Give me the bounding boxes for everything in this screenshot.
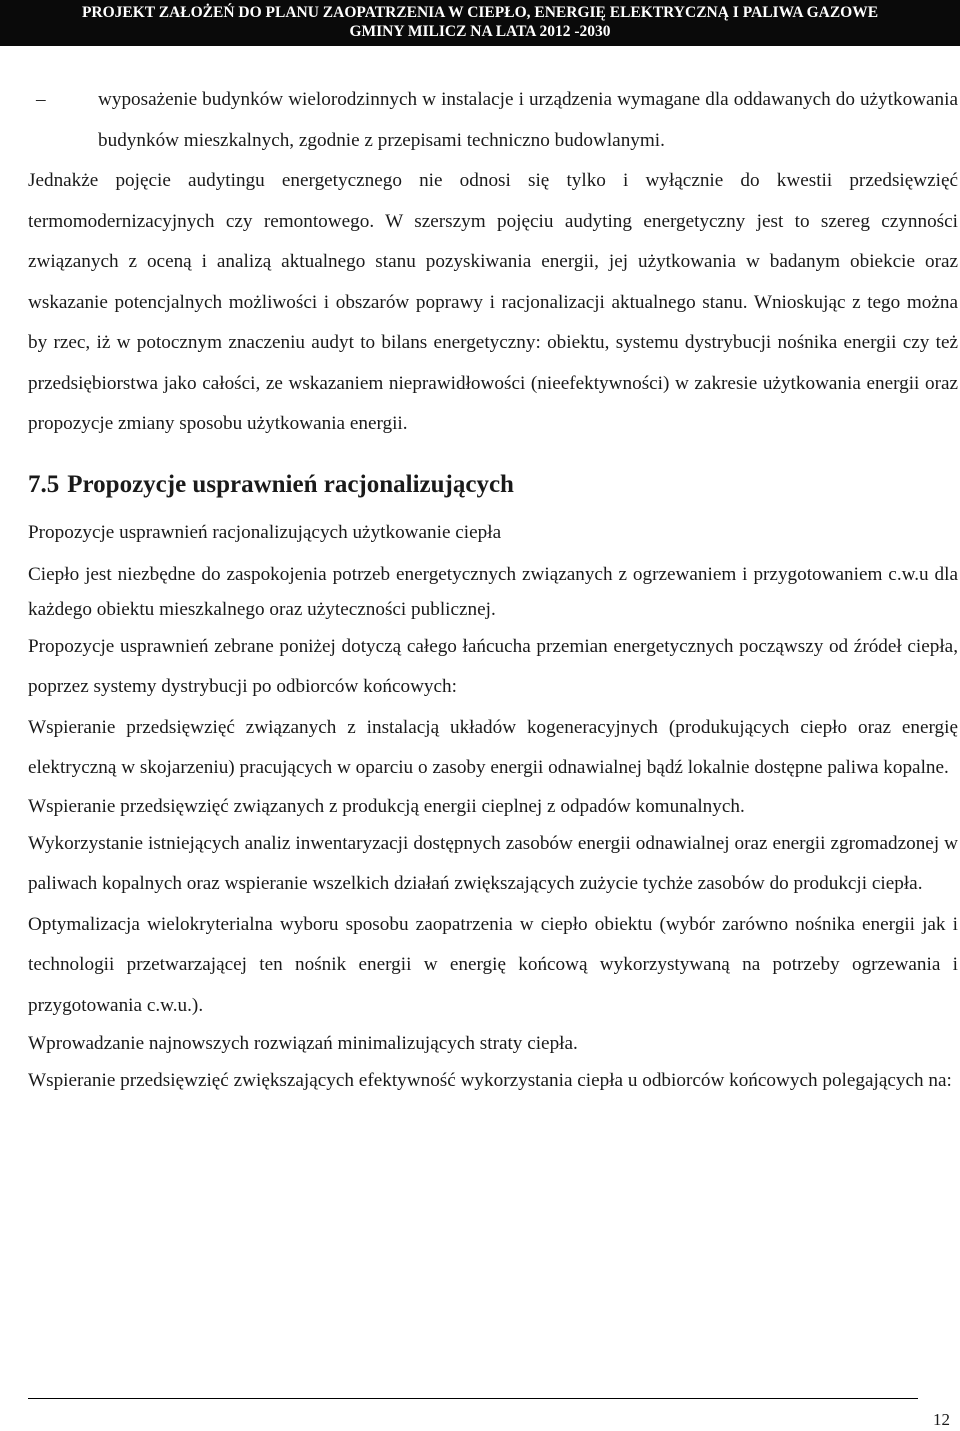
document-body [28,80,958,1102]
page-number: 12 [933,1410,950,1429]
paragraph-waste-heat: Wspieranie przedsięwzięć związanych z produkcją energii cieplnej z odpadów komunalnych. [28,795,745,817]
section-subtitle: Propozycje usprawnień racjonalizujących użytkowanie ciepła [28,521,502,543]
bullet-text: wyposażenie budynków wielorodzinnych w instalacje i urządzenia wymagane dla oddawanych do użytkowania budynków mieszkalnych, zgodnie z przepisami techniczno budowlanymi. [98,89,958,151]
paragraph-audit-definition: Jednakże pojęcie audytingu energetycznego nie odnosi się tylko i wyłącznie do kwestii przedsięwzięć termomodernizacyjnych czy remontowego. W szerszym pojęciu audyting energetyczny jest to szereg czynności związanych z oceną i analizą aktualnego stanu pozyskiwania energii, jej użytkowania w badanym obiekcie oraz wskazanie potencjalnych możliwości i obszarów poprawy i racjonalizacji aktualnego stanu. Wnioskując z tego można by rzec, iż w potocznym znaczeniu audyt to bilans energetyczny: obiektu, systemu dystrybucji nośnika energii czy też przedsiębiorstwa jako całości, ze wskazaniem nieprawidłowości (nieefektywności) w zakresie użytkowania energii oraz propozycje zmiany sposobu użytkowania energii. [28,170,958,434]
dash-bullet-icon: – [36,89,46,110]
footer-divider [28,1398,918,1399]
paragraph-renewables: Wykorzystanie istniejących analiz inwentaryzacji dostępnych zasobów energii odnawialnej oraz energii zgromadzonej w paliwach kopalnych oraz wspieranie wszelkich działań zwiększających zużycie tychże zasobów do produkcji ciepła. [28,832,958,894]
paragraph-heat-loss: Wprowadzanie najnowszych rozwiązań minimalizujących straty ciepła. [28,1033,578,1054]
paragraph-cogeneration: Wspieranie przedsięwzięć związanych z instalacją układów kogeneracyjnych (produkujących ciepło oraz energię elektryczną w skojarzeniu) pracujących w oparciu o zasoby energii odnawialnej bądź lokalnie dostępne paliwa kopalne. [28,716,958,778]
header-title-line2: GMINY MILICZ NA LATA 2012 -2030 [349,23,611,40]
section-number: 7.5 [28,470,60,498]
paragraph-end-users: Wspieranie przedsięwzięć zwiększających efektywność wykorzystania ciepła u odbiorców końcowych polegających na: [28,1070,952,1091]
paragraph-proposals-intro: Propozycje usprawnień zebrane poniżej dotyczą całego łańcucha przemian energetycznych począwszy od źródeł ciepła, poprzez systemy dystrybucji po odbiorców końcowych: [28,635,958,697]
paragraph-optimization: Optymalizacja wielokryterialna wyboru sposobu zaopatrzenia w ciepło obiektu (wybór zarówno nośnika energii jak i technologii przetwarzającej ten nośnik energii w energię końcową wykorzystywaną na potrzeby ogrzewania i przygotowania c.w.u.). [28,913,958,1016]
bullet-item [28,80,958,161]
header-title-line1: PROJEKT ZAŁOŻEŃ DO PLANU ZAOPATRZENIA W CIEPŁO, ENERGIĘ ELEKTRYCZNĄ I PALIWA GAZOWE [81,4,879,21]
page-header [0,0,960,46]
section-title: Propozycje usprawnień racjonalizujących [67,470,514,498]
paragraph-heat-need: Ciepło jest niezbędne do zaspokojenia potrzeb energetycznych związanych z ogrzewaniem i przygotowaniem c.w.u dla każdego obiektu mieszkalnego oraz użyteczności publicznej. [28,563,958,620]
section-heading [28,469,958,501]
